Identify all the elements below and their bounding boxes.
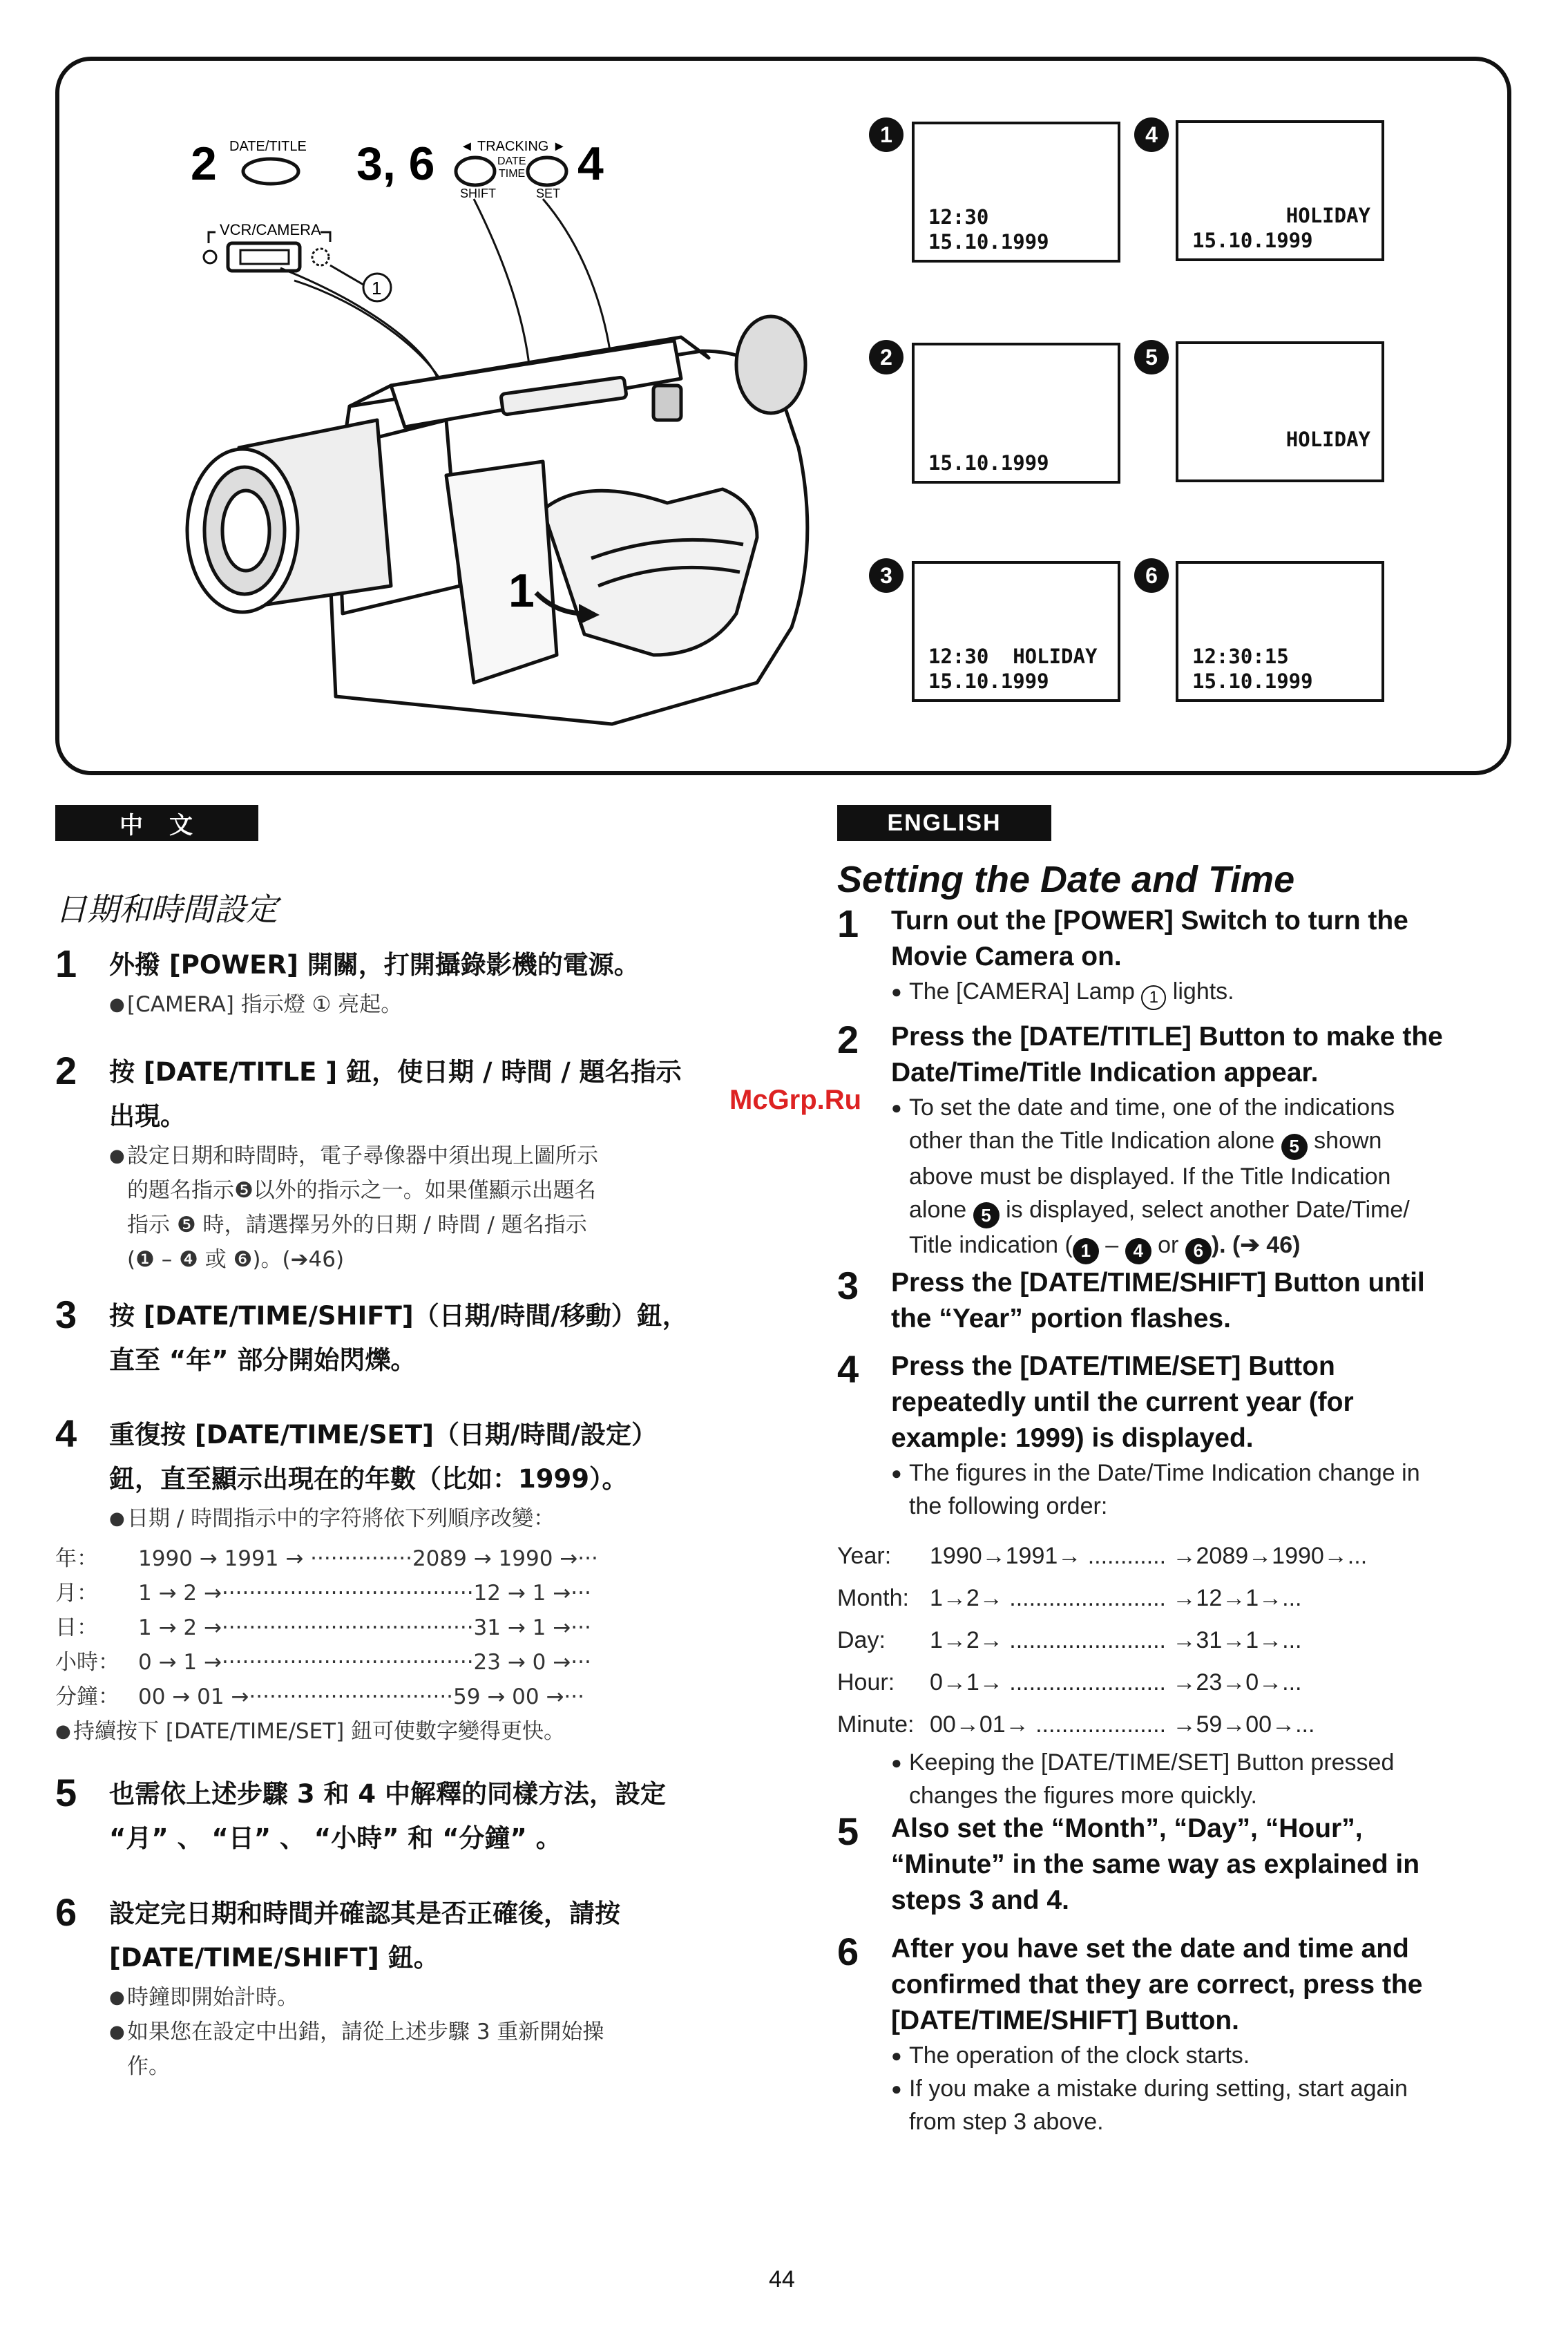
english-column: ENGLISH Setting the Date and Time 1 Turn out the [POWER] Switch to turn the Movie Camera on. ● The [CAMERA] Lamp 1 lights. 2 Press the [DATE/TITLE] Button to make the Date/Time/Title Indication appear. ● To set the date and time, one of the indications other than the Title Indication alone 5 shown above must be displayed. If the Title Indication alone 5 is displayed, select another Date/Time/ Title indication ( 1 – 4 or 6 ). (➔ 46) 3 Press the [DATE/TIME/SHIFT] Button until the “Year” portion flashes. 4 Press the [DATE/TIME/SET] Button repeatedly until the current year (for example: 1999) is displayed. ● The figures in the Date/Time Indication change in the following order: Year: 1990→1991→ ............ →2089→1990→... Month: 1→2→ ........................ →12→1→... Day: 1→2→ ........................ →31→1→... Hour: 0→1→ ........................ →23→0→... Minute: 00→01→ .................... →59→00→... ● Keeping the [DATE/TIME/SET] Button pressed changes the figures more quickly. 5 Also set the “Month”, “Day”, “Hour”, “Minute” in the same way as explained in steps 3 and 4. 6 After you have set the date and time and confirmed that they are correct, press the [DATE/TIME/SHIFT] Button. ● The operation of the clock starts. ● If you make a mistake during setting, start again from step 3 above.: [837, 805, 1528, 2159]
en-step-3-heading-1: Press the [DATE/TIME/SHIFT] Button until: [891, 1268, 1425, 1298]
indication-5-ref-icon-2: 5: [973, 1202, 1000, 1228]
en-order-year-seq: 1990→1991→ ............ →2089→1990→...: [930, 1543, 1368, 1569]
zh-order-minute-seq: 00 → 01 →······························59 → 00 →···: [138, 1684, 584, 1709]
en-step-6-number: 6: [837, 1930, 859, 1973]
screen-number-4: 4: [1134, 117, 1169, 152]
zh-step-2-note-2: 的題名指示❺以外的指示之一。如果僅顯示出題名: [127, 1178, 596, 1203]
en-step-6-note-1: The operation of the clock starts.: [909, 2042, 1250, 2069]
zh-step-6-number: 6: [55, 1890, 77, 1934]
screen-number-2: 2: [869, 340, 903, 374]
en-step-2-note-5b: –: [1105, 1232, 1119, 1258]
zh-step-4-number: 4: [55, 1412, 77, 1455]
en-step-2-note-5a: Title indication (: [909, 1232, 1073, 1258]
en-step-6-heading-1: After you have set the date and time and: [891, 1934, 1409, 1964]
screen-number-5: 5: [1134, 340, 1169, 374]
shift-label: SHIFT: [460, 187, 496, 200]
step-36-callout: 3, 6: [356, 137, 435, 190]
zh-order-hour-seq: 0 → 1 →·····································23 → 0 →···: [138, 1650, 591, 1675]
screen-4-line-2: 15.10.1999: [1192, 229, 1313, 252]
en-step-4-heading-1: Press the [DATE/TIME/SET] Button: [891, 1351, 1335, 1381]
english-title: Setting the Date and Time: [837, 859, 1295, 900]
indication-screen-5: [1176, 341, 1384, 482]
en-step-5-number: 5: [837, 1810, 859, 1853]
indication-6-ref-icon: 6: [1185, 1238, 1212, 1264]
en-step-4-note-1: The figures in the Date/Time Indication change in: [909, 1460, 1420, 1486]
en-step-6-heading-2: confirmed that they are correct, press the: [891, 1970, 1423, 2000]
zh-order-day: [55, 1611, 718, 1645]
screen-6-line-2: 15.10.1999: [1192, 669, 1313, 693]
en-order-minute: [837, 1704, 1528, 1746]
zh-step-2-note-1: 設定日期和時間時，電子尋像器中須出現上圖所示: [127, 1143, 598, 1168]
camcorder-illustration: [59, 61, 874, 772]
indication-5-ref-icon: 5: [1281, 1134, 1308, 1160]
en-step-2-note-2b: shown: [1314, 1128, 1382, 1154]
zh-step-5-heading-1: 也需依上述步驟 3 和 4 中解釋的同樣方法，設定: [109, 1779, 667, 1809]
en-step-4-heading-2: repeatedly until the current year (for: [891, 1387, 1354, 1417]
en-order-list: [837, 1535, 1528, 1746]
en-step-5-heading-1: Also set the “Month”, “Day”, “Hour”,: [891, 1814, 1363, 1843]
en-step-6-note-2: If you make a mistake during setting, start again: [909, 2076, 1408, 2102]
step-4-callout: 4: [577, 137, 604, 190]
indication-screen-1: [912, 122, 1120, 263]
figure-panel: [55, 57, 1511, 775]
zh-order-year: [55, 1541, 718, 1576]
zh-step-6-heading-2: [DATE/TIME/SHIFT] 鈕。: [109, 1943, 439, 1973]
screen-2-line-2: 15.10.1999: [928, 451, 1049, 475]
vcr-camera-label: VCR/CAMERA: [220, 221, 321, 238]
zh-step-6-note-1: 時鐘即開始計時。: [127, 1985, 298, 2010]
zh-step-3-heading-1: 按 [DATE/TIME/SHIFT]（日期/時間/移動）鈕，: [109, 1301, 688, 1331]
screen-4-line-1: HOLIDAY: [1285, 204, 1370, 227]
en-order-hour: [837, 1662, 1528, 1704]
zh-order-hour: [55, 1645, 718, 1680]
en-step-2-note-4a: alone: [909, 1196, 967, 1223]
zh-order-list: 年： 1990 → 1991 → ···············2089 → 1990 →··· 月： 1 → 2 →·····································12 → 1 →··· 日： 1 → 2 →·····································31 → 1 →··· 小時： 0 → 1 →·····································23 → 0 →··· 分鐘： 00 → 01 →······························59 → 00 →··· ● 持續按下 [DATE/TIME/SET] 鈕可使數字變得更快。: [55, 1541, 718, 1749]
en-step-1-heading-2: Movie Camera on.: [891, 942, 1122, 971]
en-step-4-note-4: changes the figures more quickly.: [909, 1783, 1257, 1809]
zh-order-hour-label: 小時：: [55, 1650, 119, 1675]
indication-screen-3: [912, 561, 1120, 702]
zh-order-day-label: 日：: [55, 1615, 98, 1640]
en-step-1-number: 1: [837, 902, 859, 945]
en-step-1-note-a: The [CAMERA] Lamp: [909, 978, 1135, 1005]
zh-step-5-heading-2: “月” 、 “日” 、 “小時” 和 “分鐘” 。: [109, 1823, 562, 1853]
english-tab: ENGLISH: [837, 805, 1051, 841]
zh-step-1-number: 1: [55, 942, 77, 985]
zh-order-month: [55, 1576, 718, 1611]
zh-step-2-note-4: (❶ – ❹ 或 ❻)。(➔46): [127, 1247, 345, 1272]
zh-step-6-note-2b: 作。: [127, 2054, 170, 2079]
en-order-day-seq: 1→2→ ........................ →31→1→...: [930, 1627, 1302, 1653]
zh-order-minute: [55, 1680, 718, 1714]
en-step-5-heading-2: “Minute” in the same way as explained in: [891, 1850, 1420, 1879]
en-order-month: [837, 1577, 1528, 1620]
en-step-2-heading-2: Date/Time/Title Indication appear.: [891, 1058, 1319, 1087]
chinese-title: 日期和時間設定: [55, 891, 278, 928]
en-step-4-number: 4: [837, 1347, 859, 1391]
en-step-6-note-3: from step 3 above.: [909, 2109, 1104, 2135]
zh-order-day-seq: 1 → 2 →·····································31 → 1 →···: [138, 1615, 591, 1640]
set-label: SET: [536, 187, 561, 200]
en-step-2-number: 2: [837, 1018, 859, 1061]
en-order-hour-seq: 0→1→ ........................ →23→0→...: [930, 1669, 1302, 1696]
screen-number-3: 3: [869, 558, 903, 593]
en-order-year: [837, 1535, 1528, 1577]
zh-step-5-number: 5: [55, 1771, 77, 1814]
step-1-callout: 1: [508, 564, 535, 617]
en-step-2-note-1: To set the date and time, one of the indications: [909, 1094, 1395, 1121]
en-order-year-label: Year:: [837, 1543, 892, 1569]
zh-order-year-seq: 1990 → 1991 → ···············2089 → 1990 →···: [138, 1546, 598, 1571]
indication-screen-2: [912, 343, 1120, 484]
zh-order-year-label: 年：: [55, 1546, 98, 1571]
screen-3-line-1: 12:30 HOLIDAY: [928, 645, 1098, 668]
en-order-month-seq: 1→2→ ........................ →12→1→...: [930, 1585, 1302, 1611]
camcorder-body: [187, 316, 807, 724]
watermark: McGrp.Ru: [729, 1085, 862, 1115]
tracking-label: ◄ TRACKING ►: [460, 139, 566, 154]
en-order-hour-label: Hour:: [837, 1669, 895, 1696]
zh-step-6-note-2a: 如果您在設定中出錯，請從上述步驟 3 重新開始操: [127, 2020, 604, 2044]
en-order-day-label: Day:: [837, 1627, 886, 1653]
en-step-4-note-3: Keeping the [DATE/TIME/SET] Button pressed: [909, 1749, 1395, 1776]
shift-button-icon: [456, 158, 495, 185]
zh-order-minute-label: 分鐘：: [55, 1684, 119, 1709]
camera-lamp-ref-icon: 1: [1141, 985, 1166, 1010]
date-title-label: DATE/TITLE: [229, 139, 307, 154]
date-time-label-2: TIME: [499, 168, 526, 180]
zh-step-3-number: 3: [55, 1293, 77, 1336]
zh-step-4-note-intro: 日期 / 時間指示中的字符將依下列順序改變：: [127, 1506, 555, 1531]
screen-5-line-2: HOLIDAY: [1285, 428, 1370, 451]
indication-4-ref-icon: 4: [1125, 1238, 1151, 1264]
en-order-minute-seq: 00→01→ .................... →59→00→...: [930, 1711, 1315, 1738]
en-step-3-heading-2: the “Year” portion flashes.: [891, 1304, 1231, 1333]
chinese-column: 中 文 日期和時間設定 1 外撥 [POWER] 開關，打開攝錄影機的電源。 ● [CAMERA] 指示燈 ① 亮起。 2 按 [DATE/TITLE ] 鈕，使日期 / 時間 / 題名指示 出現。 ● 設定日期和時間時，電子尋像器中須出現上圖所示 的題名指示❺以外的指示之一。如果僅顯示出題名 指示 ❺ 時，請選擇另外的日期 / 時間 / 題名指示 (❶ – ❹ 或 ❻)。(➔46) 3 按 [DATE/TIME/SHIFT]（日期/時間/移動）鈕， 直至 “年” 部分開始閃爍。 4 重復按 [DATE/TIME/SET]（日期/時間/設定） 鈕，直至顯示出現在的年數（比如：1999）。 ● 日期 / 時間指示中的字符將依下列順序改變： 年： 1990 → 1991 → ···············2089 → 1990 →··· 月： 1 → 2 →·····································12 → 1 →··· 日： 1 → 2 →·····································31 → 1 →··· 小時： 0 → 1 →·····································23 → 0 →··· 分鐘： 00 → 01 →······························59 → 00 →··· ● 持續按下 [DATE/TIME/SET] 鈕可使數字變得更快。 5 也需依上述步驟 3 和 4 中解釋的同樣方法，設定 “月” 、 “日” 、 “小時” 和 “分鐘” 。 6 設定完日期和時間并確認其是否正確後，請按 [DATE/TIME/SHIFT] 鈕。 ● 時鐘即開始計時。 ● 如果您在設定中出錯，請從上述步驟 3 重新開始操 作。: [55, 805, 718, 2159]
en-step-4-note-2: the following order:: [909, 1493, 1108, 1519]
zh-step-3-heading-2: 直至 “年” 部分開始閃爍。: [109, 1345, 417, 1375]
chinese-tab: 中 文: [55, 805, 258, 841]
indication-screen-4: [1176, 120, 1384, 261]
zh-step-2-heading-2: 出現。: [109, 1101, 186, 1131]
zh-step-1-note: [CAMERA] 指示燈 ① 亮起。: [127, 992, 403, 1017]
en-order-day: [837, 1620, 1528, 1662]
screen-number-6: 6: [1134, 558, 1169, 593]
date-title-button-icon: [243, 159, 298, 184]
zh-step-2-heading-1: 按 [DATE/TITLE ] 鈕，使日期 / 時間 / 題名指示: [109, 1057, 682, 1087]
en-step-2-note-4b: is displayed, select another Date/Time/: [1006, 1196, 1410, 1223]
zh-step-2-number: 2: [55, 1049, 77, 1092]
lamp-callout-number: 1: [372, 278, 382, 298]
en-step-4-heading-3: example: 1999) is displayed.: [891, 1423, 1254, 1453]
screen-number-1: 1: [869, 117, 903, 152]
en-order-minute-label: Minute:: [837, 1711, 915, 1738]
zh-order-month-seq: 1 → 2 →·····································12 → 1 →···: [138, 1581, 591, 1606]
screen-1-line-1: 12:30: [928, 205, 989, 229]
camera-lamp-icon: [312, 249, 329, 265]
zh-step-6-heading-1: 設定完日期和時間并確認其是否正確後，請按: [109, 1899, 620, 1928]
date-time-label: DATE: [497, 155, 526, 167]
vcr-indicator-icon: [204, 251, 216, 263]
en-step-5-heading-3: steps 3 and 4.: [891, 1886, 1069, 1915]
en-step-3-number: 3: [837, 1264, 859, 1307]
screen-1-line-2: 15.10.1999: [928, 230, 1049, 254]
zh-step-4-heading-2: 鈕，直至顯示出現在的年數（比如：1999）。: [109, 1464, 628, 1494]
en-step-2-note-5c: or: [1158, 1232, 1179, 1258]
set-button-icon: [528, 158, 566, 185]
zh-step-4-heading-1: 重復按 [DATE/TIME/SET]（日期/時間/設定）: [109, 1420, 658, 1450]
zh-step-2-note-3: 指示 ❺ 時，請選擇另外的日期 / 時間 / 題名指示: [127, 1213, 587, 1237]
indication-1-ref-icon: 1: [1073, 1238, 1099, 1264]
zh-order-month-label: 月：: [55, 1581, 98, 1606]
en-order-month-label: Month:: [837, 1585, 909, 1611]
en-step-2-heading-1: Press the [DATE/TITLE] Button to make the: [891, 1022, 1443, 1052]
page-number: 44: [769, 2266, 795, 2292]
en-step-1-note-b: lights.: [1172, 978, 1234, 1005]
en-step-6-heading-3: [DATE/TIME/SHIFT] Button.: [891, 2006, 1240, 2035]
en-step-2-note-5d: ). (➔ 46): [1211, 1232, 1301, 1258]
indication-screen-6: [1176, 561, 1384, 702]
screen-3-line-2: 15.10.1999: [928, 669, 1049, 693]
en-step-2-note-2: other than the Title Indication alone: [909, 1128, 1275, 1154]
en-step-2-note-3: above must be displayed. If the Title Indication: [909, 1163, 1391, 1190]
screen-6-line-1: 12:30:15: [1192, 645, 1289, 668]
zh-step-4-note-end: 持續按下 [DATE/TIME/SET] 鈕可使數字變得更快。: [73, 1719, 566, 1744]
zh-step-1-heading: 外撥 [POWER] 開關，打開攝錄影機的電源。: [109, 950, 640, 980]
step-2-callout: 2: [191, 137, 217, 190]
en-step-1-heading-1: Turn out the [POWER] Switch to turn the: [891, 906, 1408, 935]
